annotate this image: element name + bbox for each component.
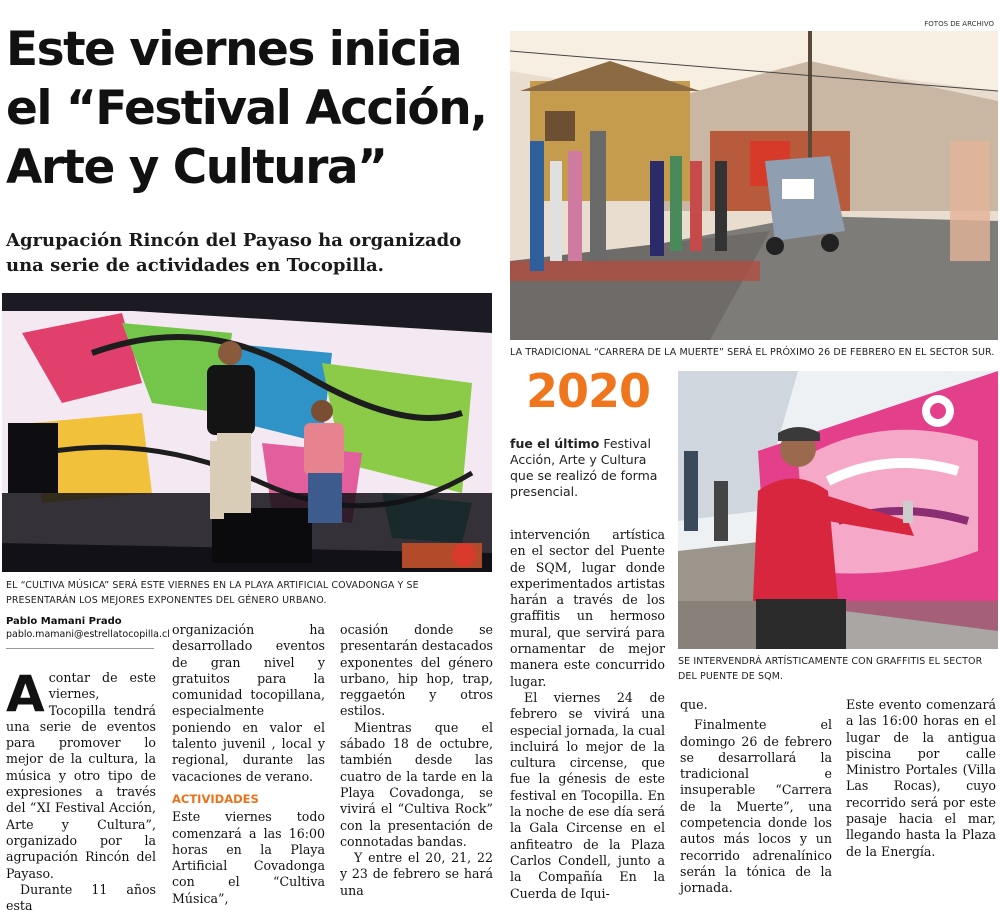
paragraph: Este viernes todo comenzará a las 16:00 horas en la Playa Artificial Covadonga con el “Cultiva Música”, (172, 809, 325, 906)
paragraph: Este evento comenzará a las 16:00 horas en el lugar de la antigua piscina por calle Ministro Portales (Villa Las Rocas), cuyo recorrido será por este pasaje hacia el mar, llegando hasta la Plaza de la Energía. (846, 697, 996, 859)
paragraph: El viernes 24 de febrero se vivirá una especial jornada, la cual incluirá lo mejor de la cultura circense, que fue la génesis de este festival en Tocopilla. En la noche de ese día será la Gala Circense en el anfiteatro de la Plaza Carlos Condell, junto a la Compañía En la Cuerda de Iqui- (510, 689, 665, 901)
paragraph: que. (680, 697, 708, 712)
factoid-rest: Festival Acción, Arte y Cultura que se realizó de forma presencial. (510, 436, 658, 499)
body-column-4 (510, 527, 665, 902)
paragraph: contar de este viernes, Tocopilla tendrá una serie de eventos para promover lo mejor de la cultura, la música y otro tipo de expresiones a través del “XI Festival Acción, Arte y Cultura”, organizado por la agrupación Rincón del Payaso. (6, 670, 156, 881)
author-name: Pablo Mamani Prado (6, 616, 122, 627)
body-column-1 (6, 665, 156, 914)
section-subhead: ACTIVIDADES (172, 791, 259, 806)
stage-photo-caption: EL “CULTIVA MÚSICA” SERÁ ESTE VIERNES EN LA PLAYA ARTIFICIAL COVADONGA Y SE PRESENTARÁN LOS MEJORES EXPONENTES DEL GÉNERO URBANO. (6, 580, 419, 606)
lead-paragraph: Agrupación Rincón del Payaso ha organizado una serie de actividades en Tocopilla. (6, 230, 462, 276)
factoid-year: 2020 (526, 364, 651, 418)
body-column-5 (680, 697, 832, 897)
graffiti-photo-caption: SE INTERVENDRÁ ARTÍSTICAMENTE CON GRAFFITIS EL SECTOR DEL PUENTE DE SQM. (678, 656, 983, 682)
paragraph: Mientras que el sábado 18 de octubre, también desde las cuatro de la tarde en la Playa Covadonga, se vivirá el “Cultiva Rock” con la presentación de connotadas bandas. (340, 719, 493, 849)
body-column-6 (846, 697, 996, 860)
graffiti-photo (678, 371, 998, 649)
race-photo-caption: LA TRADICIONAL “CARRERA DE LA MUERTE” SERÁ EL PRÓXIMO 26 DE FEBRERO EN EL SECTOR SUR. (510, 347, 995, 358)
byline-rule (6, 648, 154, 649)
race-photo (510, 31, 998, 340)
body-column-3 (340, 622, 493, 899)
factoid-bold: fue el último (510, 436, 600, 451)
paragraph: ocasión donde se presentarán destacados exponentes del género urbano, hip hop, trap, reggaetón y otros estilos. (340, 622, 493, 719)
dropcap: A (6, 665, 45, 723)
photo-credit: FOTOS DE ARCHIVO (924, 20, 994, 28)
factoid-text (510, 436, 666, 500)
body-column-2 (172, 622, 325, 907)
paragraph: Y entre el 20, 21, 22 y 23 de febrero se hará una (340, 850, 493, 898)
paragraph: Finalmente el domingo 26 de febrero se desarrollará la tradicional e insuperable “Carrera de la Muerte”, una competencia donde los autos más locos y un recorrido adrenalínico serán la tónica de la jornada. (680, 717, 832, 896)
paragraph: organización ha desarrollado eventos de gran nivel y gratuitos para la comunidad tocopillana, especialmente poniendo en valor el talento juvenil , local y regional, durante las vacaciones de verano. (172, 622, 325, 784)
stage-photo (2, 293, 492, 572)
headline: Este viernes inicia el “Festival Acción, Arte y Cultura” (6, 22, 487, 195)
paragraph: Durante 11 años esta (6, 881, 156, 914)
author-email[interactable]: pablo.mamani@estrellatocopilla.cl (6, 629, 170, 640)
paragraph: intervención artística en el sector del Puente de SQM, lugar donde experimentados artistas harán a través de los graffitis un hermoso mural, que servirá para ornamentar de mejor manera este concurrido lugar. (510, 527, 665, 689)
